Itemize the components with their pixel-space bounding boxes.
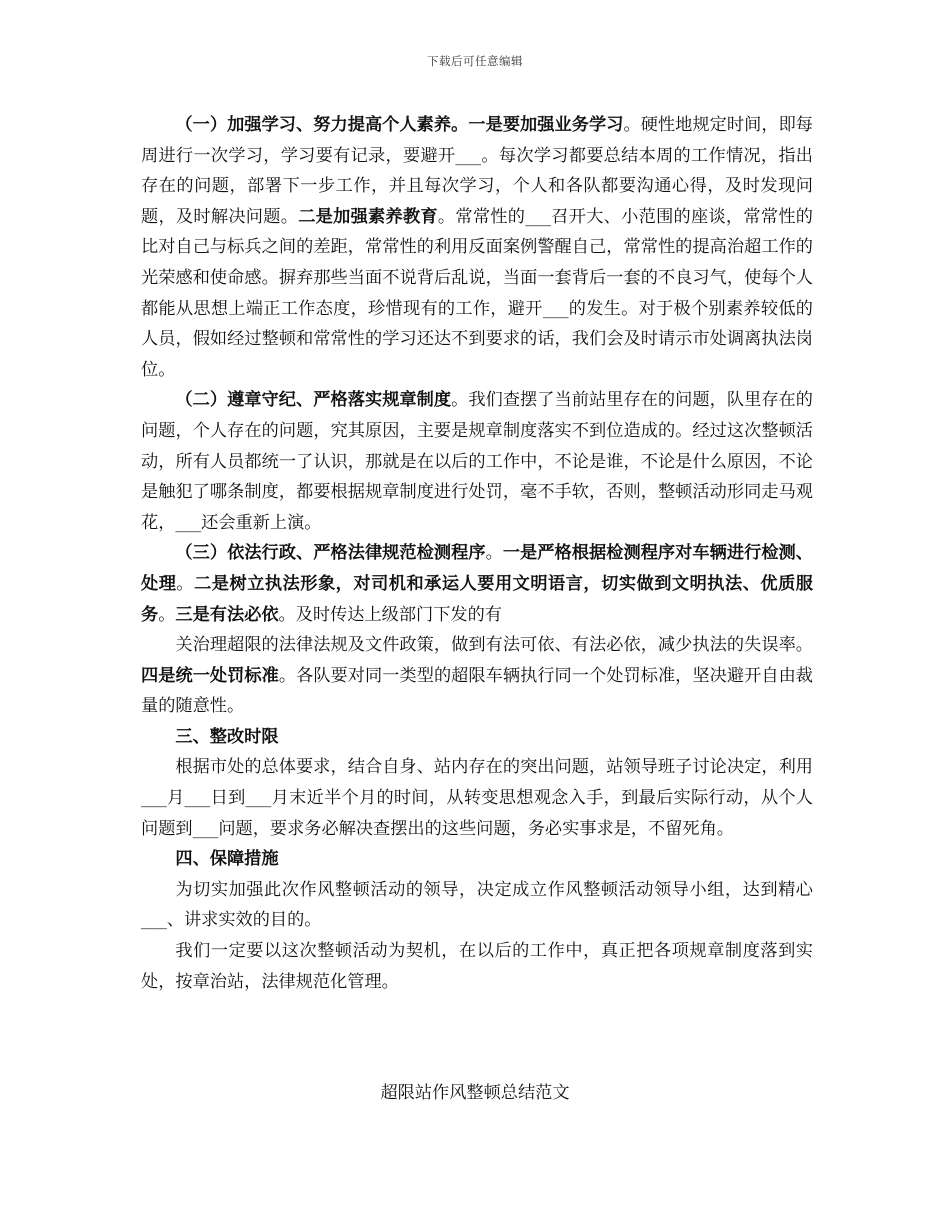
paragraph-law-enforcement-cont: [141, 630, 813, 722]
body-text: 。及时传达上级部门下发的有: [278, 604, 502, 625]
paragraph-law-enforcement: [141, 538, 813, 630]
page-header-note: 下载后可任意编辑: [427, 54, 523, 68]
paragraph-conclusion: [141, 936, 813, 997]
body-text: 根据市处的总体要求，结合自身、站内存在的突出问题，站领导班子讨论决定，利用___月___日到___月末近半个月的时间，从转变思想观念入手，到最后实际行动，从个人问题到___问题，要求务必解决查摆出的这些问题，务必实事求是，不留死角。: [141, 757, 813, 839]
bold-text: 四是统一处罚标准: [141, 665, 279, 686]
body-text: 我们一定要以这次整顿活动为契机，在以后的工作中，真正把各项规章制度落到实处，按章治站，法律规范化管理。: [141, 941, 813, 992]
body-text: 关治理超限的法律法规及文件政策，做到有法可依、有法必依，减少执法的失误率。: [175, 635, 813, 656]
bold-text: （三）依法行政、严格法律规范检测程序: [175, 543, 486, 564]
bold-text: 二是加强素养教育: [298, 206, 438, 227]
bold-text: （二）遵章守纪、严格落实规章制度: [175, 390, 452, 411]
paragraph-safeguards: [141, 875, 813, 936]
bold-text: 一是要加强业务学习: [468, 115, 624, 135]
bold-text: 一是严格根据检测程序对车辆进行检测、处理: [141, 543, 813, 594]
bold-text: 二是树立执法形象，对司机和承运人要用文明语言，切实做到文明执法、优质服务: [141, 573, 813, 625]
body-text: 为切实加强此次作风整顿活动的领导，决定成立作风整顿活动领导小组，达到精心___、讲求实效的目的。: [141, 879, 813, 931]
section-heading-safeguards: [141, 844, 813, 875]
body-text: 。硬性地规定时间，即每周进行一次学习，学习要有记录，要避开___。每次学习都要总结本周的工作情况，指出存在的问题，部署下一步工作，并且每次学习，个人和各队都要沟通心得，及时发现问题，及时解决问题。: [141, 115, 813, 227]
body-text: 。: [485, 543, 503, 564]
paragraph-discipline: [141, 385, 813, 538]
paragraph-rectification-period: [141, 752, 813, 844]
heading-text: 三、整改时限: [175, 726, 279, 747]
body-text: 。: [158, 604, 176, 625]
body-text: 。我们查摆了当前站里存在的问题，队里存在的问题，个人存在的问题，究其原因，主要是规章制度落实不到位造成的。经过这次整顿活动，所有人员都统一了认识，那就是在以后的工作中，不论是谁，不论是什么原因，不论是触犯了哪条制度，都要根据规章制度进行处罚，毫不手软，否则，整顿活动形同走马观花，___还会重新上演。: [141, 390, 813, 533]
body-text: 。常常性的___召开大、小范围的座谈，常常性的比对自己与标兵之间的差距，常常性的利用反面案例警醒自己，常常性的提高治超工作的光荣感和使命感。摒弃那些当面不说背后乱说，当面一套背后一套的不良习气，使每个人都能从思想上端正工作态度，珍惜现有的工作，避开___的发生。对于极个别素养较低的人员，假如经过整顿和常常性的学习还达不到要求的话，我们会及时请示市处调离执法岗位。: [141, 206, 813, 380]
body-text: 。各队要对同一类型的超限车辆执行同一个处罚标准，坚决避开自由裁量的随意性。: [141, 665, 813, 717]
section-heading-rectification-period: [141, 722, 813, 753]
paragraph-strengthen-learning: [141, 110, 813, 385]
document-title: 超限站作风整顿总结范文: [380, 1083, 570, 1103]
document-body: [141, 110, 813, 997]
bold-text: 三是有法必依: [175, 604, 279, 625]
body-text: 。: [176, 573, 195, 594]
bold-text: （一）加强学习、努力提高个人素养。: [175, 115, 469, 135]
heading-text: 四、保障措施: [175, 849, 279, 870]
